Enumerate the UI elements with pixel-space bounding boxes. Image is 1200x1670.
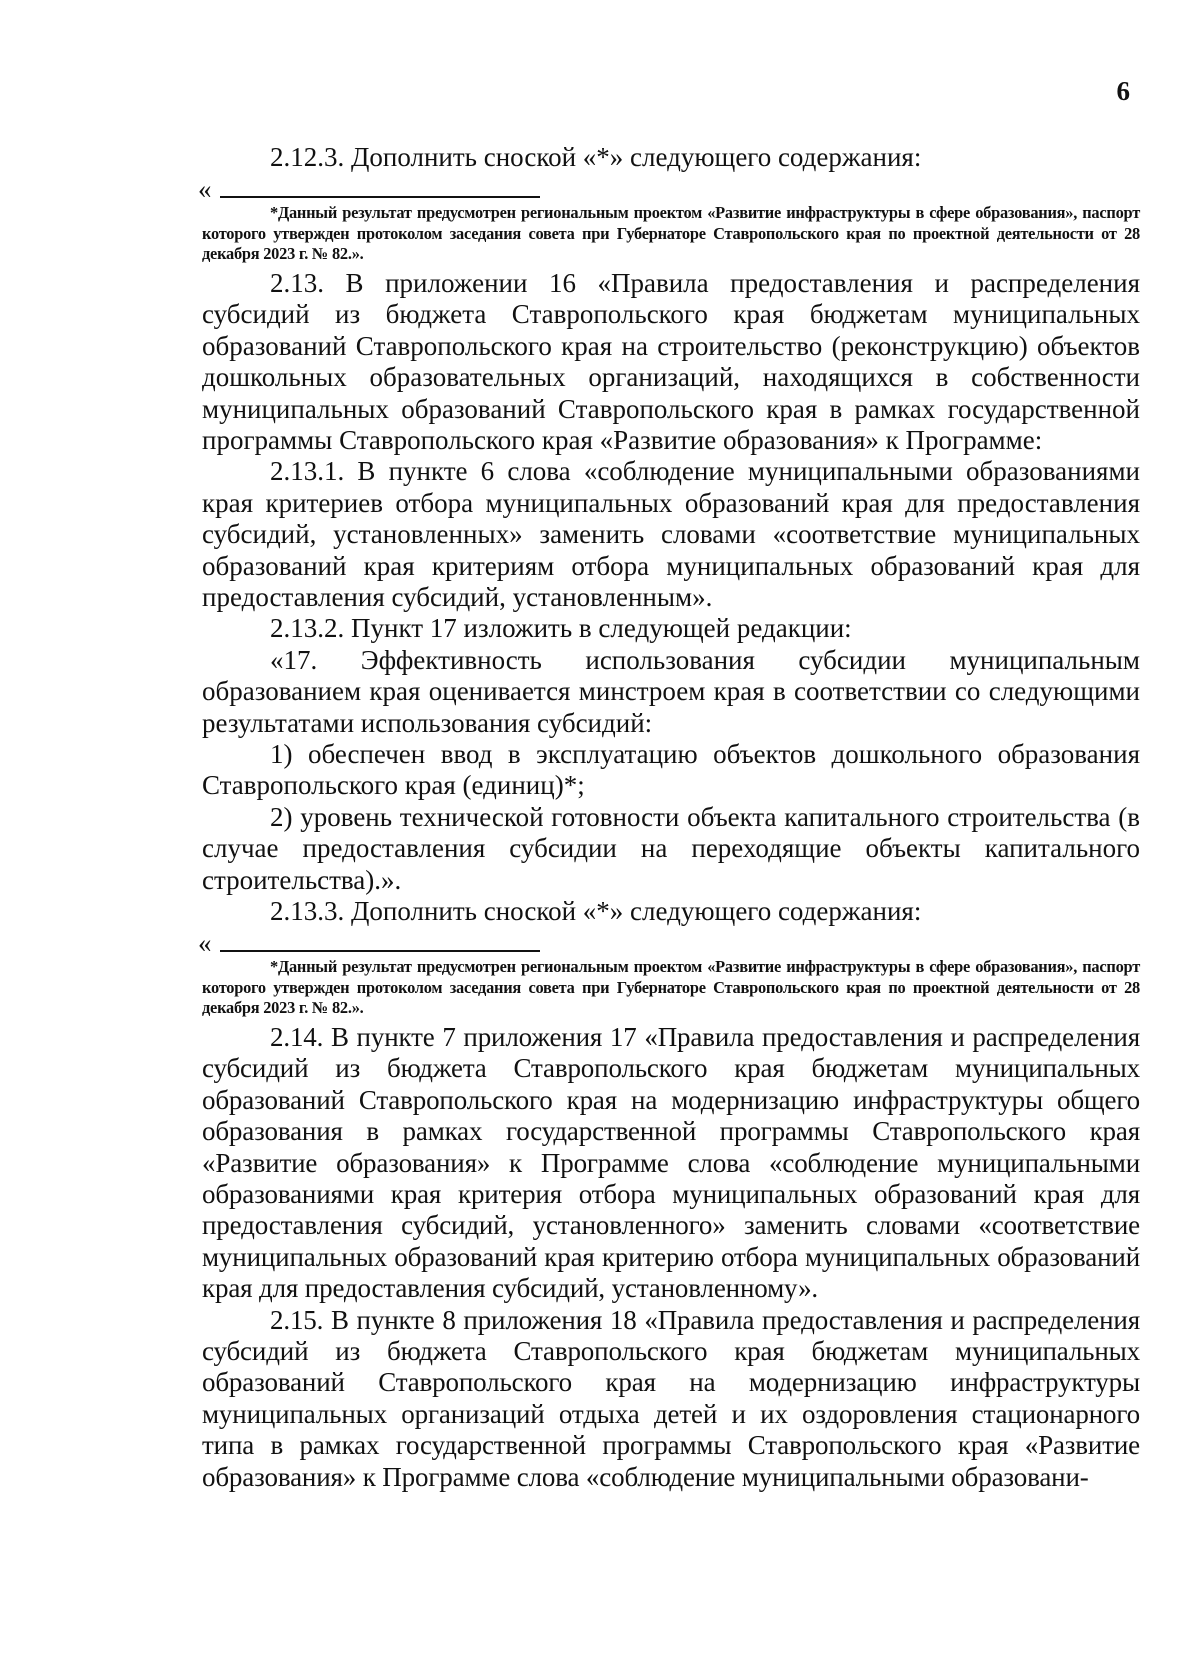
paragraph-2-13-1: 2.13.1. В пункте 6 слова «соблюдение муниципальными образованиями края критериев отбора муниципальных образований края для предоставления субсидий, установленных» заменить словами «соответствие муниципальных образований края критериям отбора муниципальных образований края для предоставления субсидий, установленным».	[202, 456, 1140, 612]
footnote-text: *Данный результат предусмотрен региональным проектом «Развитие инфраструктуры в сфере образования», паспорт которого утвержден протоколом заседания совета при Губернаторе Ставропольского края по проектной деятельности от 28 декабря 2023 г. № 82.».	[202, 957, 1140, 1018]
paragraph-17-item-2: 2) уровень технической готовности объекта капитального строительства (в случае предоставления субсидии на переходящие объекты капитального строительства).».	[202, 801, 1140, 895]
opening-quote-mark: «	[198, 928, 212, 959]
paragraph-2-12-3: 2.12.3. Дополнить сноской «*» следующего содержания:	[270, 142, 922, 172]
paragraph-17-item-1: 1) обеспечен ввод в эксплуатацию объектов дошкольного образования Ставропольского края (единиц)*;	[202, 739, 1140, 801]
paragraph-2-15: 2.15. В пункте 8 приложения 18 «Правила предоставления и распределения субсидий из бюджета Ставропольского края бюджетам муниципальных образований Ставропольского края на модернизацию инфраструктуры муниципальных организаций отдыха детей и их оздоровления стационарного типа в рамках государственной программы Ставропольского края «Развитие образования» к Программе слова «соблюдение муниципальными образовани-	[202, 1304, 1140, 1492]
document-body	[198, 142, 1140, 1493]
footnote-separator	[198, 173, 1140, 205]
paragraph-17: «17. Эффективность использования субсидии муниципальным образованием края оценивается минстроем края в соответствии со следующими результатами использования субсидий:	[202, 644, 1140, 738]
opening-quote-mark: «	[198, 174, 212, 205]
page-number: 6	[1116, 76, 1130, 106]
paragraph-2-13-2: 2.13.2. Пункт 17 изложить в следующей редакции:	[270, 613, 852, 644]
footnote-rule	[220, 196, 540, 198]
footnote-rule	[220, 950, 540, 952]
paragraph-2-14: 2.14. В пункте 7 приложения 17 «Правила предоставления и распределения субсидий из бюджета Ставропольского края бюджетам муниципальных образований Ставропольского края на модернизацию инфраструктуры общего образования в рамках государственной программы Ставропольского края «Развитие образования» к Программе слова «соблюдение муниципальными образованиями края критерия отбора муниципальных образований края для предоставления субсидий, установленного» заменить словами «соответствие муниципальных образований края критерию отбора муниципальных образований края для предоставления субсидий, установленному».	[202, 1021, 1140, 1304]
footnote-text: *Данный результат предусмотрен региональным проектом «Развитие инфраструктуры в сфере образования», паспорт которого утвержден протоколом заседания совета при Губернаторе Ставропольского края по проектной деятельности от 28 декабря 2023 г. № 82.».	[202, 203, 1140, 264]
footnote-separator	[198, 927, 1140, 959]
paragraph-2-13: 2.13. В приложении 16 «Правила предоставления и распределения субсидий из бюджета Ставропольского края бюджетам муниципальных образований Ставропольского края на строительство (реконструкцию) объектов дошкольных образовательных организаций, находящихся в собственности муниципальных образований Ставропольского края в рамках государственной программы Ставропольского края «Развитие образования» к Программе:	[202, 267, 1140, 455]
paragraph-2-13-3: 2.13.3. Дополнить сноской «*» следующего содержания:	[270, 896, 922, 927]
